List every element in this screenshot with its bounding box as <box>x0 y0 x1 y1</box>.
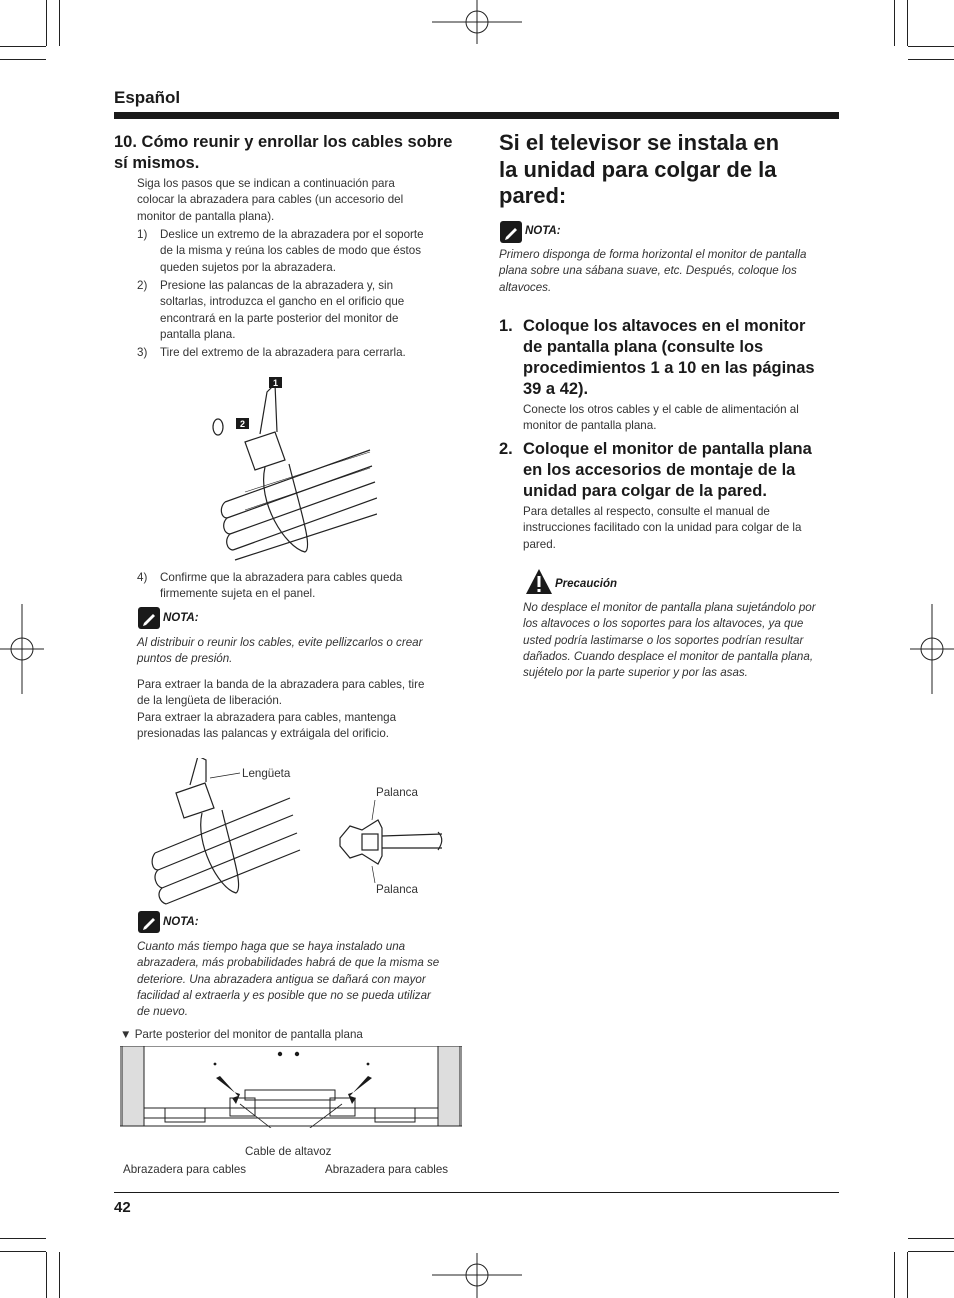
note-line: de nuevo. <box>137 1005 188 1019</box>
item-title-line: 39 a 42). <box>523 380 589 398</box>
item-title-line: de pantalla plana (consulte los <box>523 338 764 356</box>
note-2-text <box>137 939 467 1020</box>
pencil-icon <box>138 911 160 933</box>
lever-label-bottom: Palanca <box>376 883 418 896</box>
step-line: Confirme que la abrazadera para cables queda <box>160 571 403 584</box>
intro-line: monitor de pantalla plana). <box>137 209 275 223</box>
caution-text <box>523 600 843 681</box>
clamp-label-left: Abrazadera para cables <box>123 1163 247 1176</box>
rear-panel-figure <box>120 1046 462 1128</box>
right-note-label: NOTA: <box>525 225 561 237</box>
step-line: Presione las palancas de la abrazadera y, sin <box>160 279 394 292</box>
footer-rule <box>114 1192 839 1193</box>
title-line: Si el televisor se instala en <box>499 130 780 155</box>
item-title <box>523 439 844 502</box>
item-number: 2. <box>499 440 513 458</box>
step-line: soltarlas, introduzca el gancho en el orificio que <box>160 295 405 309</box>
item-body-line: Para detalles al respecto, consulte el manual de <box>523 505 770 518</box>
item-body-line: monitor de pantalla plana. <box>523 419 657 433</box>
item-body <box>523 504 844 553</box>
note-line: plana sobre una sábana suave, etc. Después, coloque los <box>499 264 797 278</box>
intro-line: colocar la abrazadera para cables (un accesorio del <box>137 193 404 207</box>
item-title-line: en los accesorios de montaje de la <box>523 461 796 479</box>
step-line: queden sujetos por la abrazadera. <box>160 260 336 274</box>
intro-line: Siga los pasos que se indican a continuación para <box>137 177 395 190</box>
note-line: Cuanto más tiempo haga que se haya instalado una <box>137 940 406 953</box>
caution-line: No desplace el monitor de pantalla plana sujetándolo por <box>523 601 816 614</box>
caution-line: sujételo por la parte superior y por las asas. <box>523 666 748 680</box>
note-line: altavoces. <box>499 280 552 294</box>
caution-line: dañados. Cuando desplace el monitor de pantalla plana, <box>523 649 814 663</box>
item-number: 1. <box>499 317 513 335</box>
caution-line: los altavoces o los soportes para los altavoces, ya que <box>523 617 804 631</box>
step-number: 2) <box>137 279 148 292</box>
note-line: deteriore. Una abrazadera antigua se dañará con mayor <box>137 972 426 986</box>
section-10-heading <box>114 132 454 174</box>
extract-line: Para extraer la abrazadera para cables, mantenga <box>137 710 397 724</box>
title-line: la unidad para colgar de la <box>499 156 777 182</box>
step-1 <box>137 227 457 277</box>
item-title-line: procedimientos 1 a 10 en las páginas <box>523 359 815 377</box>
note-line: Primero disponga de forma horizontal el monitor de pantalla <box>499 248 807 261</box>
speaker-cable-label: Cable de altavoz <box>245 1145 332 1158</box>
badge-2: 2 <box>239 419 246 429</box>
step-number: 1) <box>137 228 148 241</box>
clamp-label-right: Abrazadera para cables <box>325 1163 449 1176</box>
item-title-line: Coloque los altavoces en el monitor <box>523 317 806 335</box>
page-number: 42 <box>114 1199 131 1216</box>
item-body-line: pared. <box>523 537 556 551</box>
title-line: pared: <box>499 183 567 208</box>
note-1-label: NOTA: <box>163 612 199 624</box>
item-body-line: Conecte los otros cables y el cable de alimentación al <box>523 403 799 416</box>
item-title-line: unidad para colgar de la pared. <box>523 482 767 500</box>
item-2 <box>499 439 844 553</box>
caution-label: Precaución <box>555 578 617 590</box>
step-3 <box>137 345 457 362</box>
step-line: encontrará en la parte posterior del monitor de <box>160 311 399 325</box>
extract-paragraph <box>137 677 462 742</box>
step-4 <box>137 570 457 604</box>
badge-1: 1 <box>272 378 279 388</box>
item-1 <box>499 316 844 435</box>
step-2 <box>137 278 457 344</box>
warning-icon <box>525 568 553 595</box>
note-line: Al distribuir o reunir los cables, evite pellizcarlos o crear <box>137 636 423 649</box>
step-line: pantalla plana. <box>160 327 236 341</box>
extract-line: de la lengüeta de liberación. <box>137 694 283 708</box>
pencil-icon <box>500 221 522 243</box>
pencil-icon <box>138 607 160 629</box>
wall-mount-title <box>499 130 844 210</box>
cable-clamp-figure <box>205 372 377 562</box>
section-number: 10. <box>114 133 137 151</box>
step-line: Deslice un extremo de la abrazadera por el soporte <box>160 228 424 241</box>
note-line: facilidad al extraerla y es posible que no se pueda utilizar <box>137 988 431 1002</box>
note-1-text <box>137 635 462 668</box>
right-note-text <box>499 247 839 296</box>
extract-line: Para extraer la banda de la abrazadera para cables, tire <box>137 678 425 691</box>
step-line: de la misma y reúna los cables de modo que éstos <box>160 244 422 258</box>
lever-label-top: Palanca <box>376 786 418 799</box>
step-number: 4) <box>137 571 148 584</box>
header-rule <box>114 112 839 119</box>
language-label: Español <box>114 88 181 107</box>
note-line: abrazadera, más probabilidades habrá de que la misma se <box>137 956 440 970</box>
item-title-line: Coloque el monitor de pantalla plana <box>523 440 812 458</box>
step-line: Tire del extremo de la abrazadera para cerrarla. <box>160 346 406 359</box>
step-number: 3) <box>137 346 148 359</box>
note-2-label: NOTA: <box>163 916 199 928</box>
tab-label: Lengüeta <box>242 767 291 780</box>
item-body <box>523 402 844 435</box>
rear-caption: ▼ Parte posterior del monitor de pantalla plana <box>120 1028 363 1041</box>
item-title <box>523 316 844 400</box>
section-title: Cómo reunir y enrollar los cables sobre sí mismos. <box>114 133 453 172</box>
intro-paragraph <box>137 176 457 225</box>
caution-line: usted podría lastimarse o los soportes podrían resultar <box>523 633 804 647</box>
extract-line: presionadas las palancas y extráigala del orificio. <box>137 726 389 740</box>
item-body-line: instrucciones facilitado con la unidad para colgar de la <box>523 521 802 535</box>
note-line: puntos de presión. <box>137 652 233 666</box>
step-line: firmemente sujeta en el panel. <box>160 587 316 601</box>
